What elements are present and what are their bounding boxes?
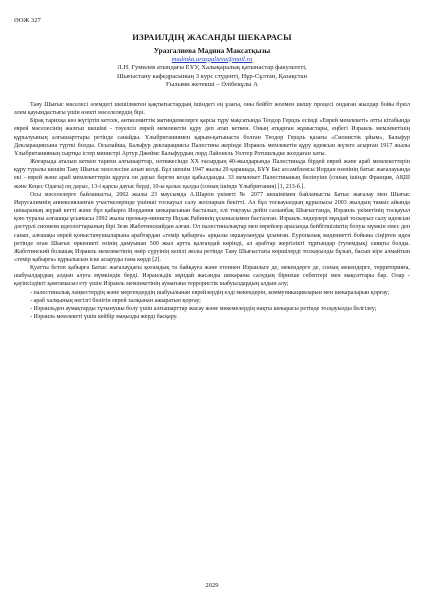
paper-title: ИЗРАИЛДІҢ ЖАСАНДЫ ШЕКАРАСЫ: [132, 32, 292, 42]
author-email-link[interactable]: madinka.urazgalieva@mail.ru: [171, 55, 253, 63]
author-name: Уразгалиева Мадина Максатқызы: [153, 46, 271, 55]
supervisor: Ғылыми жетекші – Әлібекұлы А: [166, 81, 258, 89]
body-paragraph: Таяу Шығыс мәселесі әлемдегі шешілмеген қақтығыстардың ішіндегі ең ұзағы, оны бейбіт жолмен шешу процесі ондаған жылдар бойы бүкіл әлем қауымдастығы үшін өзекті мәселелердің бірі.: [14, 102, 410, 117]
purpose-list-item: - араб халқының негізгі бөлігін еврей халқынан ажыратып қорғау;: [30, 297, 201, 304]
author-email-line: [0, 56, 424, 65]
purpose-list-item: - Израиль мемлекеті үшін кейбір маңызды жерді басқару.: [30, 314, 178, 321]
author-affiliation-1: Л.Н. Гумилев атындағы ЕҰУ, Халықаралық қатынастар факультеті,: [117, 64, 307, 72]
author-block: [0, 47, 424, 90]
purpose-list-item: - палестиналық лаңкестердің және мергендердің шабуылынан еврейлердің елді мекендерін, коммуникацияларын мен шекараларын қорғау;: [30, 289, 390, 296]
author-affiliation-2: Шығыстану кафедрасының 3 курс студенті, Нұр-Сұлтан, Қазақстан: [116, 72, 308, 80]
page-number: 2029: [205, 582, 219, 589]
body-paragraph: Бірақ тарихқа көз жүгіртіп кетсек, антисемиттік матиндемелерге қарсы тұру мақсатында Теодор Герцль есімді «Еврей мемлекеті» атты кітабында еврей мәселесінің жалғыз шешімі - тәуелсіз еврей мемлекетін құру деп атап кеткен. Оның атқарған жұмыстары, еңбегі Израиль мемлекетінің құрылуының алғышарттары ретінде санайды. Ұлыбританиямен қарым-қатынаста болған Теодор Герцль қазағы «Сионистік ұйым», Бальфур Декларациясына түрткі болды. Осылайша, Бальфур декларациясы Палестина жерінде Израиль мемлекетін құру идеясын жүзеге асырған 1917 жылы Ұлыбританияның сыртқы істер министрі Артур Джеймс Бальфурдың лорд Лайонель Уолтер Ротшильдке жолдаған хаты.: [14, 118, 410, 157]
udc-code: ӘОЖ 327: [14, 17, 41, 24]
purpose-list: [14, 289, 410, 322]
purpose-list-item: - Израильден аумақтарды тұтынушы болу үшін алғышарттар жасау және мекемелердің нақты шекарасы ретінде тосқауылды белгілеу;: [30, 305, 377, 312]
body-paragraph: Осы мәселелерге байланысты, 2002 жылы 23 маусымда А.Шарон үкіметі № 2077 шешімімен байланысты Батыс жағалау мен Шығыс Иерусалимнің аннексияланған участкелерінде үшінші тоскауыл салу жоспарын бекітті. Ал бұл тоскауылдың құрылысы 2003 жылдың тамыз айында шекараның жүрай кеттi және бұл қабырға Иордания шекарасынан басталып, елі тоқтауы дейін салынбақ Шығыстанда, Израиль үкіметінің тосқауыл қою туралы алғашқы ұсынысы 1992 жылы премьер-министр Ицхак Рабиннің ұсынысымен басталған. Израиль лидерлері мұндай тоскауыл салу идеясын дәстүрлі сионизм идеологтарының бірі Зеэв Жаботинскийдан алған. Ол палестиналықтар мен еврейлер арасында бейбітшіліктің болуы мүмкін емес деп санап, алғашқы еврей қоныстанушыларына арабтардан «темір қабырға» арқылы оқшаулануды ұсынған. Еуропалық мәдениетті бойына сіңірген идея ретінде оған Шығыс өркениеті өзінің дамуынан 500 жыл артта қалғандай көрінді, ал арабтар жергілікті тұрғындар (тулемдық) сияқты болды. Жаботинский болашақ Израиль мемлекетінің өмір сүруінің кепілі жолы ретінде Таяу Шығыстағы көршілерді тоскауылды бұзып, басып кіре алмайтын «темір қабырға» құрылысын іске асыруды ғана көрді [2].: [14, 191, 410, 263]
body-paragraph: Жоғарыда аталып кеткен тарихи алғышарттар, нәтижесінде XX ғасырдың 40-жылдарында Палестинада бірдей еврей және араб мемлекеттерін құру туралы шешім Таяу Шығыс мәселесіне алып келді. Бұл шешім 1947 жылы 29 қарашада, БҰҰ Бас ассамблеясы Иордан өзенінің батыс жағалауында екі - еврей және араб мемлекеттерін құруға он дауыс берген кезде қабылданды. 33 мемлекет Палестинаның бөлінуіне (соның ішінде Франция, АҚШ және Кеңес Одағы) оң дауыс, 13-і қарсы дауыс берді, 10-ы қалыс қалды (соның ішінде Ұлыбритания) [1, 213-б.].: [14, 159, 410, 190]
body-paragraph: Қуатты бетон қабырға Батыс жағалаудағы қоғамдық та байқауға және етеннен Израильге де, мекендерге де, соның мекендерге, территорияға, шабуылдардың алдын алуға мүмкіндік берді. Израильдік мұндай жасанды шекараны салудың бірнеше себептері мен мақсаттары бар. Олар - қауіпсіздікті қамтамасыз ету үшін Израиль мемлекетінің аумағына террористік шабуылдардың алдын алу;: [14, 265, 410, 288]
paper-body: [14, 101, 410, 321]
